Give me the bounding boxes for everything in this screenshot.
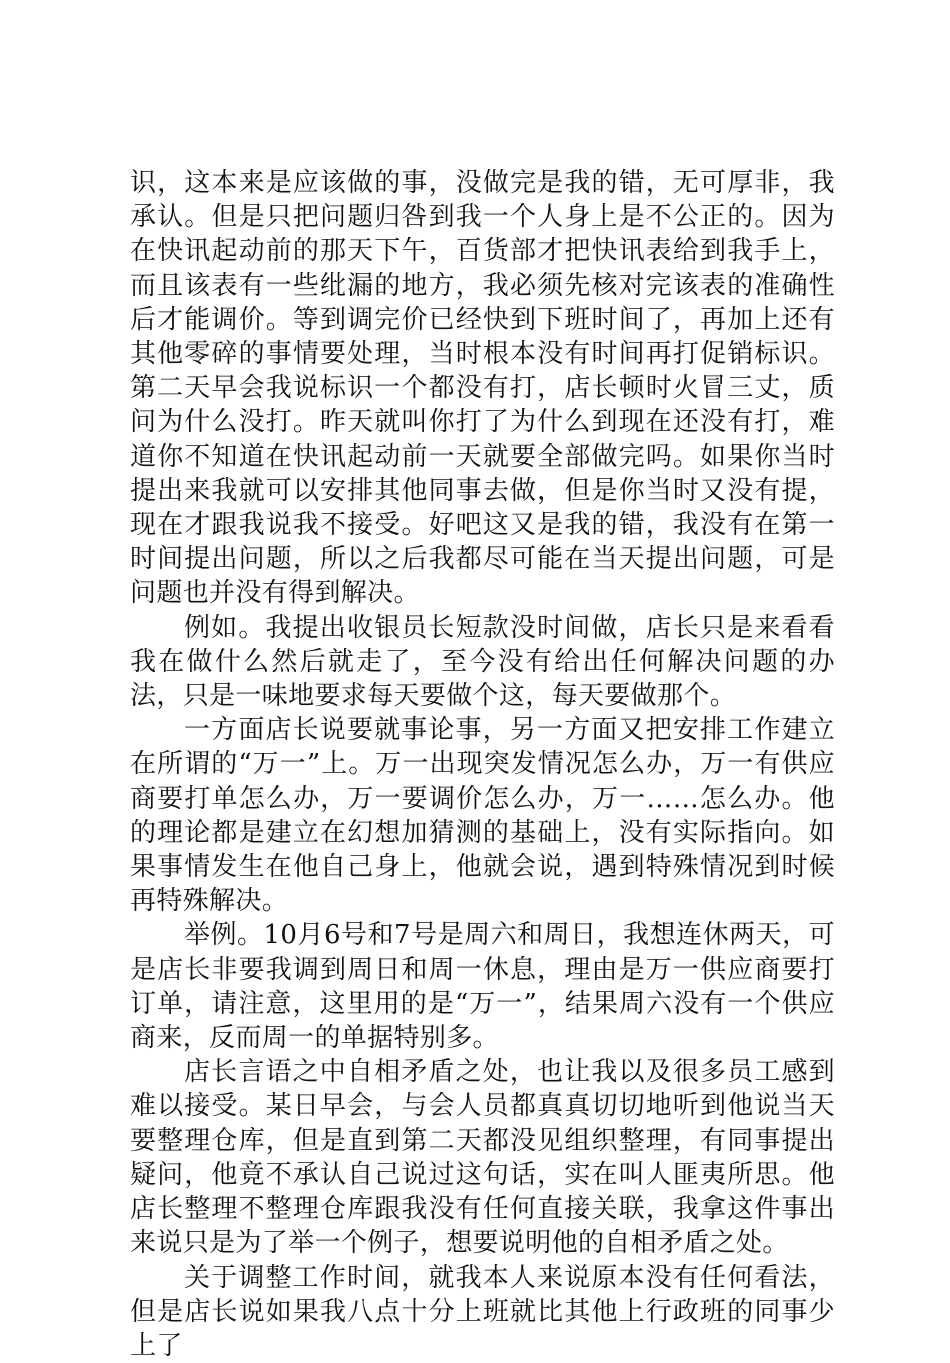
document-body <box>130 166 835 1363</box>
paragraph-continued: 识，这本来是应该做的事，没做完是我的错，无可厚非，我承认。但是只把问题归咎到我一个人身上是不公正的。因为在快讯起动前的那天下午，百货部才把快讯表给到我手上，而且该表有一些纰漏的地方，我必须先核对完该表的准确性后才能调价。等到调完价已经快到下班时间了，再加上还有其他零碎的事情要处理，当时根本没有时间再打促销标识。第二天早会我说标识一个都没有打，店长顿时火冒三丈，质问为什么没打。昨天就叫你打了为什么到现在还没有打，难道你不知道在快讯起动前一天就要全部做完吗。如果你当时提出来我就可以安排其他同事去做，但是你当时又没有提，现在才跟我说我不接受。好吧这又是我的错，我没有在第一时间提出问题，所以之后我都尽可能在当天提出问题，可是问题也并没有得到解决。 <box>130 166 835 611</box>
paragraph-what-if: 一方面店长说要就事论事，另一方面又把安排工作建立在所谓的“万一”上。万一出现突发情况怎么办，万一有供应商要打单怎么办，万一要调价怎么办，万一……怎么办。他的理论都是建立在幻想加猜测的基础上，没有实际指向。如果事情发生在他自己身上，他就会说，遇到特殊情况到时候再特殊解决。 <box>130 713 835 918</box>
paragraph-contradictions: 店长言语之中自相矛盾之处，也让我以及很多员工感到难以接受。某日早会，与会人员都真真切切地听到他说当天要整理仓库，但是直到第二天都没见组织整理，有同事提出疑问，他竟不承认自己说过这句话，实在叫人匪夷所思。他店长整理不整理仓库跟我没有任何直接关联，我拿这件事出来说只是为了举一个例子，想要说明他的自相矛盾之处。 <box>130 1055 835 1260</box>
paragraph-example-days-off: 举例。10月6号和7号是周六和周日，我想连休两天，可是店长非要我调到周日和周一休息，理由是万一供应商要打订单，请注意，这里用的是“万一”，结果周六没有一个供应商来，反而周一的单据特别多。 <box>130 918 835 1055</box>
paragraph-example-cashier: 例如。我提出收银员长短款没时间做，店长只是来看看我在做什么然后就走了，至今没有给出任何解决问题的办法，只是一味地要求每天要做个这，每天要做那个。 <box>130 611 835 714</box>
paragraph-work-hours: 关于调整工作时间，就我本人来说原本没有任何看法，但是店长说如果我八点十分上班就比其他上行政班的同事少上了 <box>130 1261 835 1363</box>
